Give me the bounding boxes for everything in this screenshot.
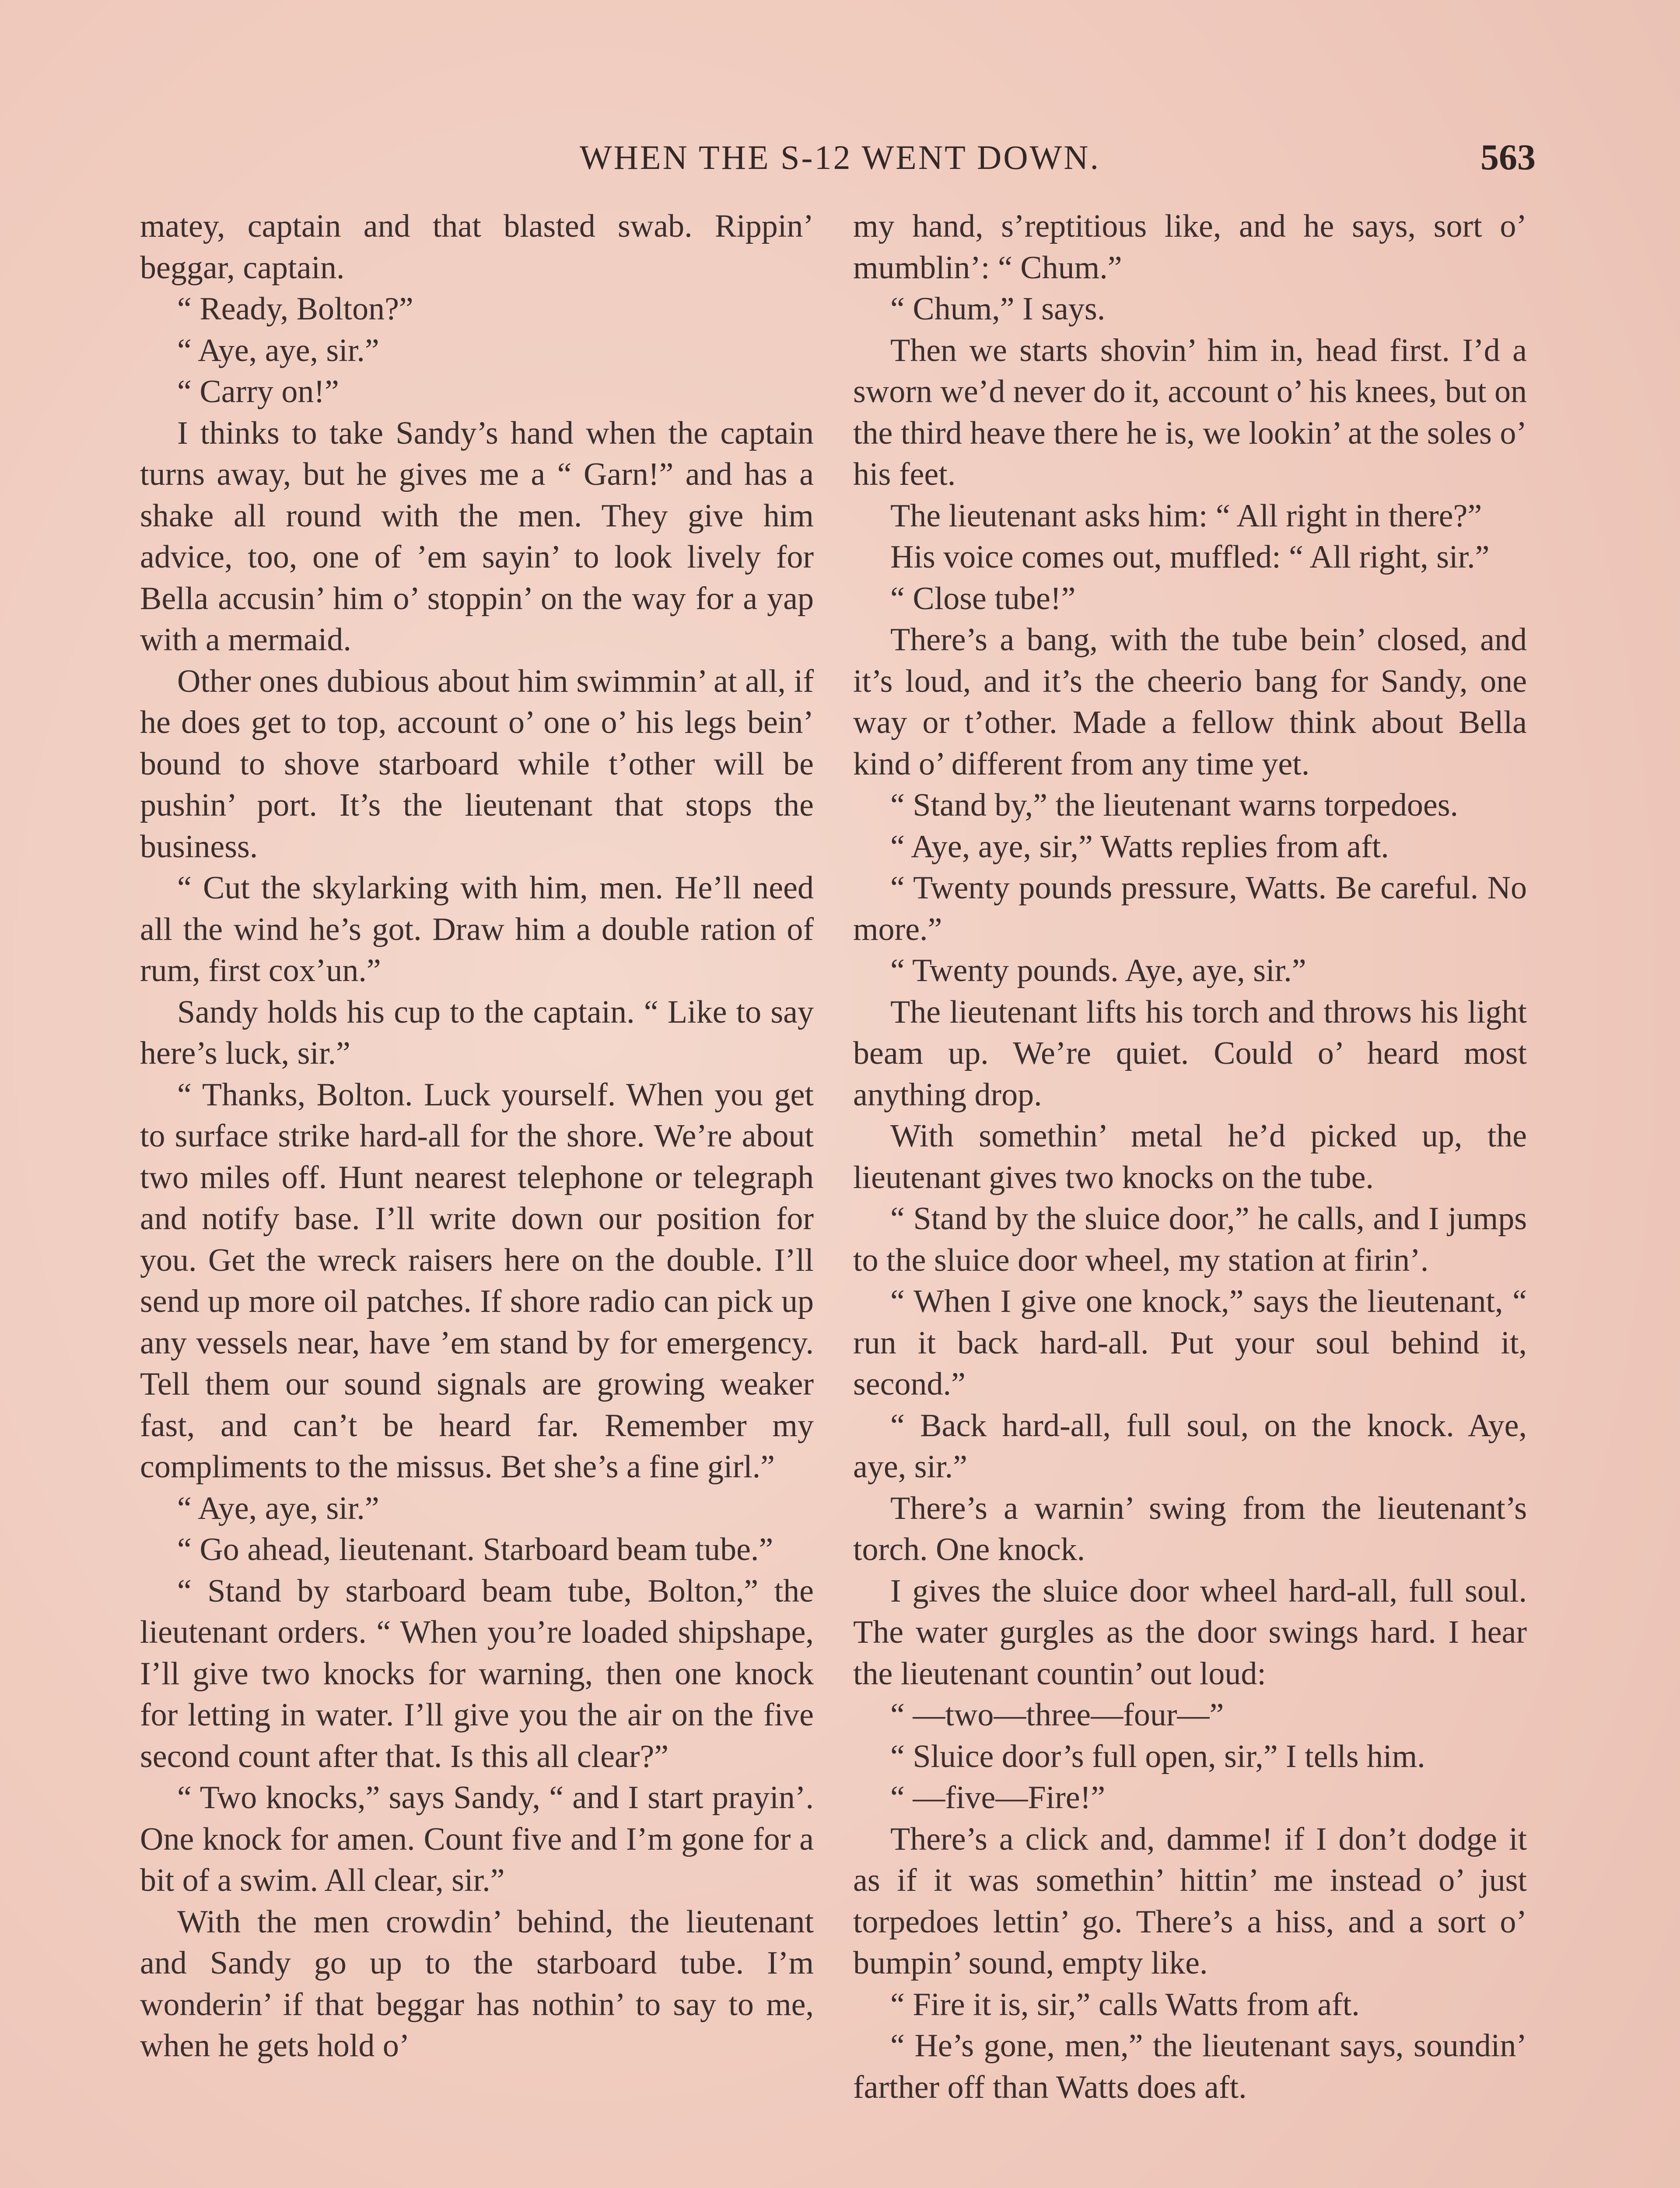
paragraph: With somethin’ metal he’d picked up, the lieutenant gives two knocks on the tube. (853, 1118, 1527, 1196)
paragraph: my hand, s’reptitious like, and he says, sort o’ mumblin’: “ Chum.” (853, 208, 1527, 286)
paragraph: “ Aye, aye, sir.” (177, 1490, 379, 1526)
paragraph: There’s a click and, damme! if I don’t dodge it as if it was somethin’ hittin’ me instead o’ just torpedoes lettin’ go. There’s a hiss, and a sort o’ bumpin’ sound, empty like. (853, 1821, 1527, 1981)
paragraph: “ Back hard-all, full soul, on the knock. Aye, aye, sir.” (853, 1407, 1527, 1485)
paragraph: “ Ready, Bolton?” (177, 291, 413, 327)
paragraph: matey, captain and that blasted swab. Rippin’ beggar, captain. (140, 208, 814, 286)
paragraph: “ Twenty pounds. Aye, aye, sir.” (890, 953, 1306, 989)
paragraph: “ Stand by starboard beam tube, Bolton,” the lieutenant orders. “ When you’re loaded shipshape, I’ll give two knocks for warning, then one knock for letting in water. I’ll give you the air on the five second count after that. Is this all clear?” (140, 1573, 814, 1774)
paragraph: “ Twenty pounds pressure, Watts. Be careful. No more.” (853, 870, 1527, 947)
paragraph: “ Two knocks,” says Sandy, “ and I start prayin’. One knock for amen. Count five and I’m gone for a bit of a swim. All clear, sir.” (140, 1780, 814, 1898)
paragraph: The lieutenant lifts his torch and throws his light beam up. We’re quiet. Could o’ heard most anything drop. (853, 994, 1527, 1113)
page-header (140, 131, 1540, 184)
left-text-column (140, 206, 814, 2067)
page-number: 563 (1480, 137, 1536, 178)
paragraph: I thinks to take Sandy’s hand when the captain turns away, but he gives me a “ Garn!” and has a shake all round with the men. They give him advice, too, one of ’em sayin’ to look lively for Bella accusin’ him o’ stoppin’ on the way for a yap with a mermaid. (140, 415, 814, 658)
paragraph: “ Stand by,” the lieutenant warns torpedoes. (890, 787, 1459, 823)
paragraph: Other ones dubious about him swimmin’ at all, if he does get to top, account o’ one o’ his legs bein’ bound to shove starboard while t’other will be pushin’ port. It’s the lieutenant that stops the business. (140, 663, 814, 865)
paragraph: With the men crowdin’ behind, the lieutenant and Sandy go up to the starboard tube. I’m wonderin’ if that beggar has nothin’ to say to me, when he gets hold o’ (140, 1904, 814, 2064)
running-title: WHEN THE S-12 WENT DOWN. (579, 138, 1101, 176)
paragraph: “ Cut the skylarking with him, men. He’ll need all the wind he’s got. Draw him a double ration of rum, first cox’un.” (140, 870, 814, 989)
paragraph: “ He’s gone, men,” the lieutenant says, soundin’ farther off than Watts does aft. (853, 2028, 1527, 2105)
paragraph: “ Aye, aye, sir.” (177, 332, 379, 368)
paragraph: There’s a warnin’ swing from the lieutenant’s torch. One knock. (853, 1490, 1527, 1567)
paragraph: “ Fire it is, sir,” calls Watts from aft. (890, 1986, 1360, 2023)
right-text-column (853, 206, 1527, 2108)
paragraph: “ Aye, aye, sir,” Watts replies from aft. (890, 828, 1389, 865)
paragraph: “ Close tube!” (890, 580, 1076, 617)
paragraph: Sandy holds his cup to the captain. “ Like to say here’s luck, sir.” (140, 994, 814, 1071)
paragraph: “ —two—three—four—” (890, 1697, 1224, 1733)
paragraph: “ Stand by the sluice door,” he calls, and I jumps to the sluice door wheel, my station at firin’. (853, 1201, 1527, 1278)
paragraph: “ Go ahead, lieutenant. Starboard beam tube.” (177, 1532, 774, 1567)
paragraph: “ Thanks, Bolton. Luck yourself. When you get to surface strike hard-all for the shore. We’re about two miles off. Hunt nearest telephone or telegraph and notify base. I’ll write down our position for you. Get the wreck raisers here on the double. I’ll send up more oil patches. If shore radio can pick up any vessels near, have ’em stand by for emergency. Tell them our sound signals are growing weaker fast, and can’t be heard far. Remember my compliments to the missus. Bet she’s a fine girl.” (140, 1076, 814, 1485)
paragraph: “ Chum,” I says. (890, 291, 1106, 327)
paragraph: His voice comes out, muffled: “ All right, sir.” (890, 539, 1490, 575)
paragraph: “ Sluice door’s full open, sir,” I tells him. (890, 1738, 1425, 1774)
paragraph: I gives the sluice door wheel hard-all, full soul. The water gurgles as the door swings hard. I hear the lieutenant countin’ out loud: (853, 1573, 1527, 1692)
paragraph: There’s a bang, with the tube bein’ closed, and it’s loud, and it’s the cheerio bang for Sandy, one way or t’other. Made a fellow think about Bella kind o’ different from any time yet. (853, 622, 1527, 782)
paragraph: Then we starts shovin’ him in, head first. I’d a sworn we’d never do it, account o’ his knees, but on the third heave there he is, we lookin’ at the soles o’ his feet. (853, 332, 1527, 492)
paragraph: “ When I give one knock,” says the lieutenant, “ run it back hard-all. Put your soul behind it, second.” (853, 1283, 1527, 1402)
paragraph: “ Carry on!” (177, 374, 339, 410)
paragraph: “ —five—Fire!” (890, 1780, 1106, 1816)
paragraph: The lieutenant asks him: “ All right in there?” (890, 498, 1482, 534)
